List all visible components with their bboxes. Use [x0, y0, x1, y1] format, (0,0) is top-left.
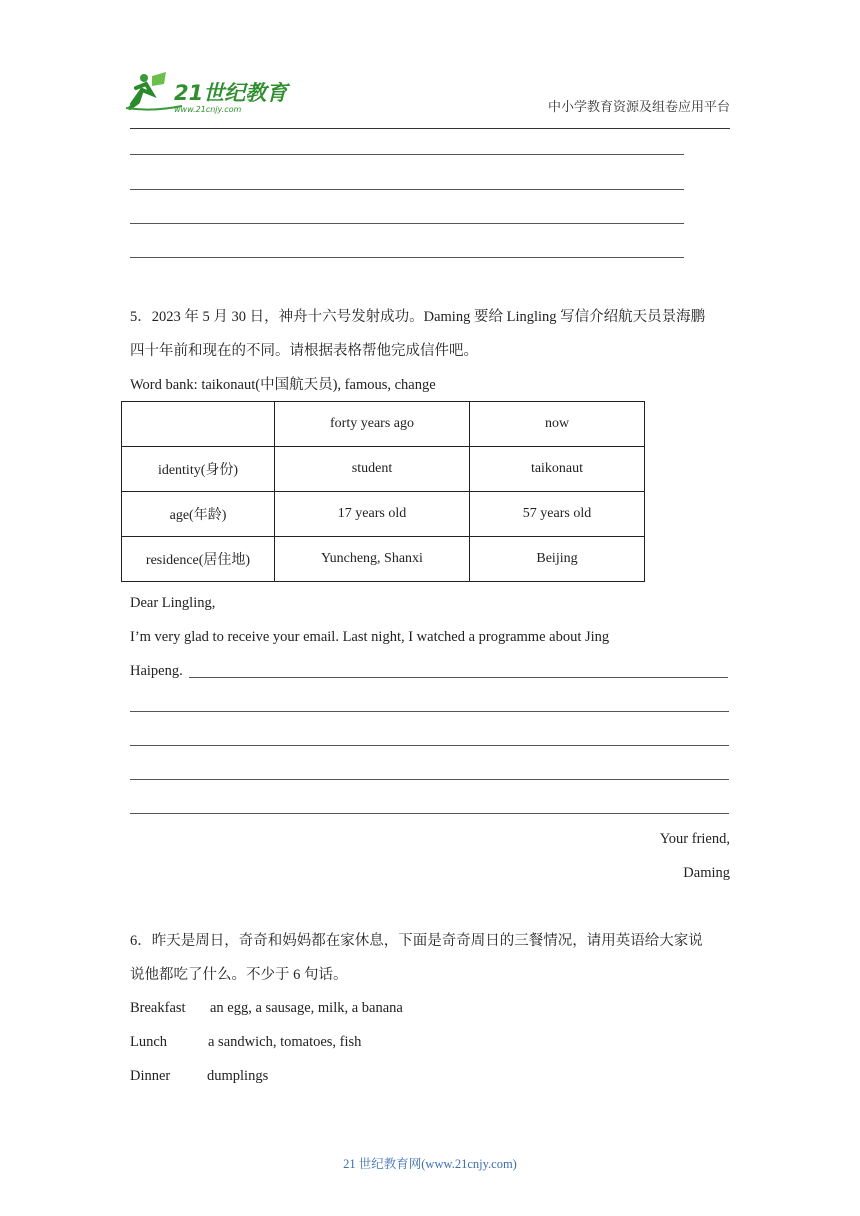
q6-intro-line2: 说他都吃了什么。不少于 6 句话。: [130, 967, 348, 983]
table-cell: taikonaut: [470, 447, 645, 492]
table-cell: age(年龄): [122, 492, 275, 537]
table-header-cell: forty years ago: [275, 402, 470, 447]
answer-line: [189, 677, 728, 678]
q5-word-bank: Word bank: taikonaut(中国航天员), famous, change: [130, 377, 436, 393]
letter-body-line1: I’m very glad to receive your email. Last night, I watched a programme about Jing: [130, 629, 610, 645]
answer-line: [130, 223, 684, 224]
answer-line: [130, 711, 729, 712]
answer-line: [130, 189, 684, 190]
table-cell: Yuncheng, Shanxi: [275, 537, 470, 582]
meal-label-dinner: Dinner: [130, 1068, 171, 1084]
table-row: [122, 537, 645, 582]
answer-line: [130, 154, 684, 155]
table-row: [122, 492, 645, 537]
letter-body-line2: Haipeng.: [130, 663, 183, 679]
table-cell: Beijing: [470, 537, 645, 582]
header-divider: [130, 128, 730, 129]
table-row: [122, 447, 645, 492]
answer-line: [130, 779, 729, 780]
table-cell: 17 years old: [275, 492, 470, 537]
meal-label-lunch: Lunch: [130, 1034, 168, 1050]
answer-line: [130, 813, 729, 814]
q5-intro-line2: 四十年前和现在的不同。请根据表格帮他完成信件吧。: [130, 343, 478, 359]
q6-intro-line1: 6．昨天是周日，奇奇和妈妈都在家休息，下面是奇奇周日的三餐情况，请用英语给大家说: [130, 933, 703, 949]
meal-items-breakfast: an egg, a sausage, milk, a banana: [210, 1000, 403, 1016]
table-cell: residence(居住地): [122, 537, 275, 582]
footer-link[interactable]: 21 世纪教育网(www.21cnjy.com): [343, 1157, 517, 1171]
logo-main-text: 21世纪教育: [174, 81, 288, 105]
table-cell: identity(身份): [122, 447, 275, 492]
answer-line: [130, 745, 729, 746]
letter-greeting: Dear Lingling,: [130, 595, 216, 611]
table-cell: student: [275, 447, 470, 492]
letter-signature: Daming: [683, 865, 730, 881]
meal-items-dinner: dumplings: [207, 1068, 269, 1084]
meal-label-breakfast: Breakfast: [130, 1000, 186, 1016]
site-logo: [122, 68, 292, 116]
meal-items-lunch: a sandwich, tomatoes, fish: [208, 1034, 362, 1050]
table-header-cell: now: [470, 402, 645, 447]
info-table: [121, 401, 645, 582]
letter-closing: Your friend,: [659, 831, 730, 847]
logo-sub-text: www.21cnjy.com: [174, 105, 242, 114]
platform-name: 中小学教育资源及组卷应用平台: [547, 99, 730, 114]
table-header-row: [122, 402, 645, 447]
answer-line: [130, 257, 684, 258]
q5-intro-line1: 5．2023 年 5 月 30 日，神舟十六号发射成功。Daming 要给 Lingling 写信介绍航天员景海鹏: [130, 309, 706, 325]
table-cell: [122, 402, 275, 447]
table-cell: 57 years old: [470, 492, 645, 537]
